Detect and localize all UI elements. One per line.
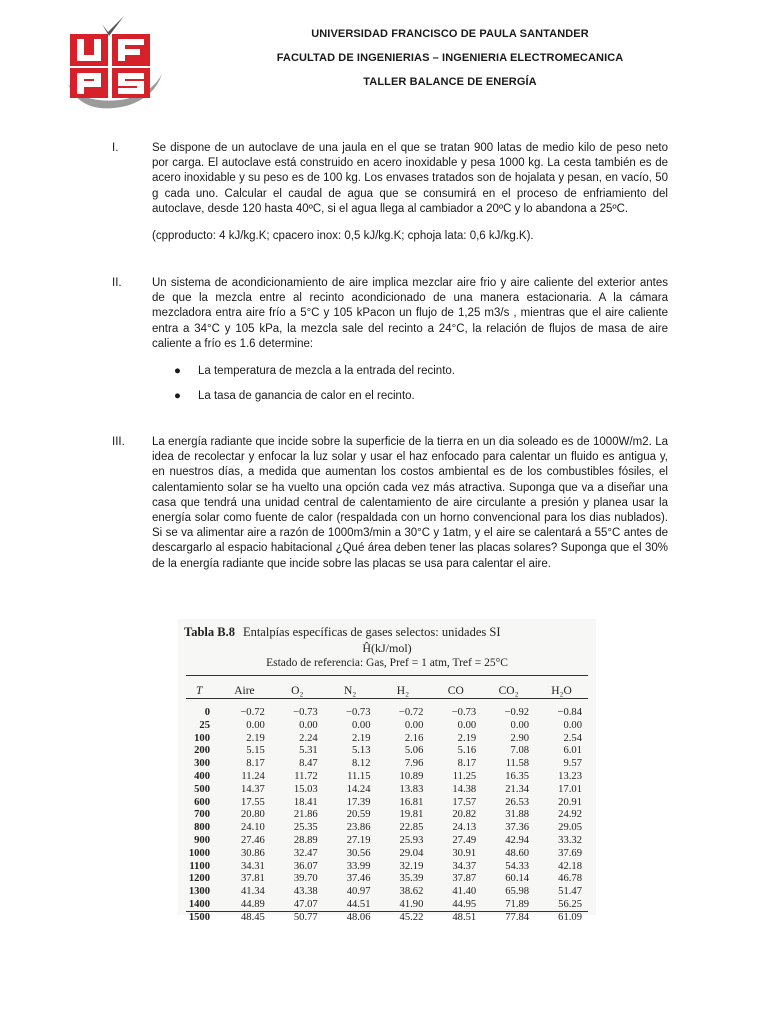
table-row xyxy=(186,784,588,797)
table-row xyxy=(186,771,588,784)
enthalpy-cell: 6.01 xyxy=(563,745,582,757)
enthalpy-table-figure xyxy=(178,619,596,923)
enthalpy-cell: 21.34 xyxy=(505,783,530,795)
enthalpy-cell: 13.83 xyxy=(399,783,424,795)
table-row xyxy=(186,707,588,720)
enthalpy-cell: 2.19 xyxy=(246,732,265,744)
table-row xyxy=(186,745,588,758)
enthalpy-cell: 5.15 xyxy=(246,745,265,757)
table-row xyxy=(186,809,588,822)
problem-text: La energía radiante que incide sobre la superficie de la tierra en un dia soleado es de 1000W/m2. La idea de recolectar y enfocar la luz solar y usar el haz enfocado para calentar un fluido es antigua y, en nuestros días, a medida que aumentan los costos ambiental es de los combustibles fósiles, el calentamiento solar se ha vuelto una opción cada vez más atractiva. Suponga que va a diseñar una casa que tendrá una unidad central de calentamiento de aire circulante a presión y planea usar la energía solar como fuente de calor (respaldada con un horno convencional para los dias nublados). Si se va alimentar aire a razón de 1000m3/min a 30°C y 1atm, y el aire se calentará a 55°C antes de descargarlo al espacio habitacional ¿Qué área deben tener las placas solares? Suponga que el 30% de la energía radiante que incide sobre las placas se usa para calentar el aire. xyxy=(152,436,668,570)
enthalpy-cell: 11.58 xyxy=(505,758,530,770)
column-header: H₂ xyxy=(396,685,410,697)
list-item xyxy=(174,364,668,379)
enthalpy-cell: 29.05 xyxy=(558,822,582,834)
enthalpy-cell: 33.99 xyxy=(346,860,371,872)
enthalpy-cell: 17.39 xyxy=(346,796,371,808)
temperature-cell: 1100 xyxy=(189,860,210,872)
table-row xyxy=(186,822,588,835)
table-label: Tabla B.8 xyxy=(184,625,235,639)
enthalpy-cell: 40.97 xyxy=(346,886,371,898)
temperature-cell: 100 xyxy=(194,732,210,744)
problem-text: Un sistema de acondicionamiento de aire implica mezclar aire frio y aire caliente del exterior antes de que la mezcla entre al recinto acondicionado de una manera estacionaria. A la cámara mezcladora entra aire frío a 5°C y 105 kPacon un flujo de 1,25 m3/s , mientras que el aire caliente entra a 34°C y 105 kPa, la mezcla sale del recinto a 24°C, la relación de flujos de masa de aire caliente a frío es 1.6 determine: xyxy=(152,277,668,350)
problem-constants: (cpproducto: 4 kJ/kg.K; cpacero inox: 0,5 kJ/kg.K; cphoja lata: 0,6 kJ/kg.K). xyxy=(152,230,534,243)
enthalpy-cell: 34.37 xyxy=(452,860,477,872)
table-row xyxy=(186,720,588,733)
temperature-cell: 1200 xyxy=(188,873,210,885)
enthalpy-cell: 21.86 xyxy=(293,809,318,821)
temperature-cell: 25 xyxy=(199,719,210,731)
bullet-list xyxy=(152,364,668,404)
temperature-cell: 300 xyxy=(194,758,210,770)
enthalpy-cell: 25.93 xyxy=(399,834,424,846)
enthalpy-cell: 41.40 xyxy=(452,886,477,898)
document-header xyxy=(200,28,700,100)
temperature-cell: 200 xyxy=(194,745,210,757)
temperature-cell: 600 xyxy=(194,796,210,808)
enthalpy-cell: 34.31 xyxy=(241,860,265,872)
enthalpy-cell: 20.80 xyxy=(241,809,265,821)
problem-number: I. xyxy=(112,142,119,154)
enthalpy-cell: 24.10 xyxy=(241,822,265,834)
enthalpy-cell: 2.19 xyxy=(351,732,371,744)
enthalpy-cell: 36.07 xyxy=(293,860,318,872)
enthalpy-cell: 0.00 xyxy=(563,719,582,731)
table-row xyxy=(186,912,588,925)
column-header: O₂ xyxy=(291,685,304,697)
enthalpy-cell: 48.06 xyxy=(346,911,371,923)
enthalpy-cell: 14.38 xyxy=(452,783,477,795)
enthalpy-cell: −0.73 xyxy=(293,707,318,718)
enthalpy-cell: 31.88 xyxy=(505,809,530,821)
enthalpy-cell: 37.36 xyxy=(505,822,530,834)
table-caption-text: Entalpías específicas de gases selectos: unidades SI xyxy=(242,625,501,639)
table-body xyxy=(186,701,588,925)
temperature-cell: 900 xyxy=(194,834,210,846)
enthalpy-cell: 8.17 xyxy=(457,758,477,770)
temperature-cell: 1400 xyxy=(188,898,210,910)
enthalpy-cell: 8.17 xyxy=(246,758,265,770)
table-row xyxy=(186,835,588,848)
enthalpy-cell: 77.84 xyxy=(505,911,530,923)
enthalpy-cell: 47.07 xyxy=(293,898,318,910)
enthalpy-cell: 43.38 xyxy=(293,886,318,898)
enthalpy-cell: 8.12 xyxy=(351,758,371,770)
enthalpy-cell: 0.00 xyxy=(457,719,477,731)
enthalpy-cell: 25.35 xyxy=(293,822,318,834)
enthalpy-cell: 10.89 xyxy=(399,770,424,782)
temperature-cell: 0 xyxy=(204,707,210,718)
enthalpy-cell: 50.77 xyxy=(293,911,318,923)
list-item xyxy=(174,389,668,404)
enthalpy-cell: 48.51 xyxy=(452,911,477,923)
table-bottom-rule xyxy=(186,911,588,912)
enthalpy-cell: 5.31 xyxy=(299,745,318,757)
enthalpy-cell: 9.57 xyxy=(563,758,582,770)
enthalpy-cell: −0.73 xyxy=(451,707,477,718)
table-header-row xyxy=(186,681,588,701)
enthalpy-cell: 41.90 xyxy=(399,898,424,910)
column-header: CO xyxy=(447,685,464,697)
list-item-text: La tasa de ganancia de calor en el recinto. xyxy=(198,390,415,403)
enthalpy-cell: 71.89 xyxy=(505,898,530,910)
faculty-name: FACULTAD DE INGENIERIAS – INGENIERIA ELECTROMECANICA xyxy=(276,52,624,64)
table-top-rule xyxy=(186,675,588,676)
column-header: Aire xyxy=(234,685,255,697)
enthalpy-cell: 20.91 xyxy=(558,796,582,808)
enthalpy-cell: 44.95 xyxy=(452,898,477,910)
temperature-cell: 400 xyxy=(194,770,210,782)
table-row xyxy=(186,886,588,899)
bullet-icon: ● xyxy=(174,365,181,378)
ufps-logo xyxy=(62,12,170,112)
enthalpy-cell: 32.47 xyxy=(293,847,318,859)
temperature-cell: 500 xyxy=(194,783,210,795)
enthalpy-cell: 35.39 xyxy=(399,873,424,885)
enthalpy-cell: 15.03 xyxy=(293,783,318,795)
enthalpy-cell: 24.13 xyxy=(452,822,477,834)
enthalpy-cell: 0.00 xyxy=(510,719,530,731)
enthalpy-cell: 11.72 xyxy=(294,770,318,782)
enthalpy-cell: 20.82 xyxy=(452,809,477,821)
enthalpy-cell: 37.87 xyxy=(452,873,477,885)
enthalpy-cell: 42.94 xyxy=(505,834,530,846)
problem-3 xyxy=(112,435,668,581)
enthalpy-cell: 2.90 xyxy=(510,732,530,744)
enthalpy-cell: 14.37 xyxy=(241,783,265,795)
enthalpy-cell: 0.00 xyxy=(404,719,424,731)
enthalpy-cell: 2.16 xyxy=(404,732,424,744)
enthalpy-cell: 56.25 xyxy=(558,898,582,910)
enthalpy-cell: −0.72 xyxy=(240,707,265,718)
table-row xyxy=(186,899,588,912)
ufps-logo-graphic xyxy=(62,12,170,112)
table-reference-state: Estado de referencia: Gas, Pref = 1 atm, Tref = 25°C xyxy=(266,657,508,669)
enthalpy-cell: 41.34 xyxy=(241,886,265,898)
enthalpy-cell: 16.81 xyxy=(399,796,424,808)
enthalpy-cell: 27.49 xyxy=(452,834,477,846)
enthalpy-cell: 48.45 xyxy=(241,911,265,923)
column-header: H₂O xyxy=(551,685,572,697)
column-header: N₂ xyxy=(343,685,357,697)
table-row xyxy=(186,758,588,771)
table-row xyxy=(186,861,588,874)
workshop-title: TALLER BALANCE DE ENERGÍA xyxy=(363,76,537,88)
enthalpy-cell: 13.23 xyxy=(558,770,582,782)
enthalpy-cell: 8.47 xyxy=(299,758,318,770)
enthalpy-cell: 33.32 xyxy=(558,834,582,846)
enthalpy-cell: 29.04 xyxy=(399,847,424,859)
table-row xyxy=(186,797,588,810)
enthalpy-cell: 54.33 xyxy=(505,860,530,872)
enthalpy-cell: 19.81 xyxy=(399,809,424,821)
enthalpy-cell: 60.14 xyxy=(505,873,530,885)
problem-number: II. xyxy=(112,277,122,289)
enthalpy-cell: −0.92 xyxy=(504,707,530,718)
enthalpy-cell: 27.19 xyxy=(346,834,371,846)
table-row xyxy=(186,848,588,861)
enthalpy-cell: 37.46 xyxy=(346,873,371,885)
enthalpy-cell: 28.89 xyxy=(293,834,318,846)
enthalpy-cell: 30.86 xyxy=(241,847,265,859)
enthalpy-cell: 2.54 xyxy=(563,732,582,744)
enthalpy-cell: 11.24 xyxy=(241,770,265,782)
enthalpy-cell: 39.70 xyxy=(293,873,318,885)
enthalpy-cell: 0.00 xyxy=(351,719,371,731)
enthalpy-cell: 17.57 xyxy=(452,796,477,808)
temperature-cell: 1000 xyxy=(188,847,210,859)
table-units: Ĥ(kJ/mol) xyxy=(362,641,412,655)
enthalpy-cell: 2.19 xyxy=(457,732,477,744)
enthalpy-cell: 5.06 xyxy=(404,745,424,757)
enthalpy-cell: 17.55 xyxy=(241,796,265,808)
table-row xyxy=(186,873,588,886)
enthalpy-cell: 46.78 xyxy=(558,873,582,885)
enthalpy-cell: −0.72 xyxy=(398,707,424,718)
enthalpy-cell: 37.81 xyxy=(241,873,265,885)
enthalpy-cell: 44.89 xyxy=(241,898,265,910)
enthalpy-cell: −0.73 xyxy=(346,707,371,718)
university-name: UNIVERSIDAD FRANCISCO DE PAULA SANTANDER xyxy=(311,28,589,40)
enthalpy-cell: 27.46 xyxy=(241,834,265,846)
enthalpy-cell: 17.01 xyxy=(558,783,582,795)
enthalpy-cell: 22.85 xyxy=(399,822,424,834)
enthalpy-cell: 7.96 xyxy=(404,758,424,770)
enthalpy-cell: 0.00 xyxy=(246,719,265,731)
enthalpy-cell: 16.35 xyxy=(505,770,530,782)
problem-text: Se dispone de un autoclave de una jaula en el que se tratan 900 latas de medio kilo de peso neto por carga. El autoclave está construido en acero inoxidable y pesa 1000 kg. La cesta también es de acero inoxidable y su peso es de 100 kg. Los envases tratados son de hojalata y pesan, en vacío, 50 g cada uno. Calcular el caudal de agua que se consumirá en el proceso de enfriamiento del autoclave, desde 120 hasta 40ºC, si el agua llega al cambiador a 20ºC y lo abandona a 25ºC. xyxy=(152,142,668,215)
problem-number: III. xyxy=(112,436,125,448)
enthalpy-cell: 44.51 xyxy=(346,898,371,910)
enthalpy-cell: 14.24 xyxy=(346,783,371,795)
enthalpy-cell: 30.56 xyxy=(346,847,371,859)
enthalpy-cell: 30.91 xyxy=(452,847,477,859)
temperature-cell: 1300 xyxy=(188,886,210,898)
enthalpy-cell: 11.25 xyxy=(452,770,477,782)
enthalpy-cell: 37.69 xyxy=(558,847,582,859)
enthalpy-cell: 11.15 xyxy=(347,770,371,782)
table-row xyxy=(186,733,588,746)
enthalpy-cell: 45.22 xyxy=(399,911,424,923)
bullet-icon: ● xyxy=(174,390,181,403)
enthalpy-cell: 2.24 xyxy=(299,732,318,744)
enthalpy-cell: 32.19 xyxy=(399,860,424,872)
enthalpy-cell: 0.00 xyxy=(299,719,318,731)
enthalpy-cell: 61.09 xyxy=(558,911,582,923)
enthalpy-cell: −0.84 xyxy=(557,707,582,718)
enthalpy-cell: 26.53 xyxy=(505,796,530,808)
temperature-cell: 700 xyxy=(194,809,210,821)
enthalpy-cell: 51.47 xyxy=(558,886,582,898)
enthalpy-cell: 20.59 xyxy=(346,809,371,821)
temperature-cell: 800 xyxy=(194,822,210,834)
enthalpy-cell: 7.08 xyxy=(510,745,530,757)
enthalpy-cell: 23.86 xyxy=(346,822,371,834)
enthalpy-cell: 42.18 xyxy=(558,860,582,872)
enthalpy-cell: 65.98 xyxy=(505,886,530,898)
table-caption xyxy=(184,625,501,640)
enthalpy-cell: 48.60 xyxy=(505,847,530,859)
problem-2 xyxy=(112,276,668,414)
enthalpy-cell: 5.13 xyxy=(351,745,371,757)
temperature-cell: 1500 xyxy=(188,911,210,923)
enthalpy-cell: 18.41 xyxy=(293,796,318,808)
column-header: T xyxy=(196,685,203,697)
enthalpy-table xyxy=(186,681,588,925)
enthalpy-cell: 38.62 xyxy=(399,886,424,898)
column-header: CO₂ xyxy=(498,685,519,697)
enthalpy-cell: 24.92 xyxy=(558,809,582,821)
list-item-text: La temperatura de mezcla a la entrada del recinto. xyxy=(198,365,455,378)
problem-1 xyxy=(112,141,668,253)
enthalpy-cell: 5.16 xyxy=(457,745,477,757)
